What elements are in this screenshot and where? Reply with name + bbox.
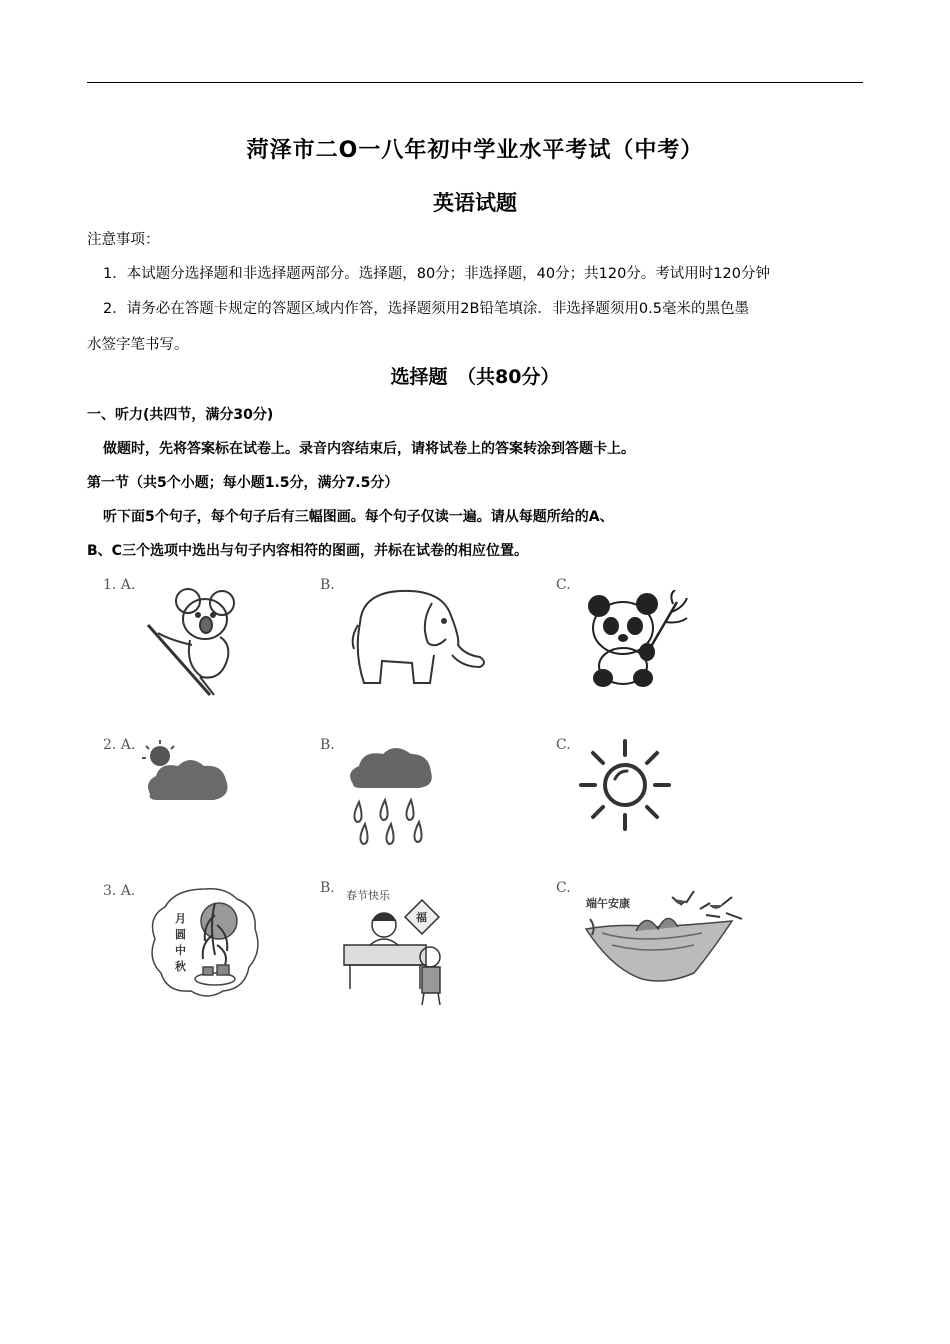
q2-option-a-label: 2. A. bbox=[103, 737, 136, 753]
q3-option-b-label: B. bbox=[320, 880, 335, 896]
part1-instruction: 做题时，先将答案标在试卷上。录音内容结束后，请将试卷上的答案转涂到答题卡上。 bbox=[103, 441, 635, 457]
q3-option-c-label: C. bbox=[556, 880, 571, 896]
q1-option-a-label: 1. A. bbox=[103, 577, 136, 593]
q1-option-c-label: C. bbox=[556, 577, 571, 593]
spring-festival-image[interactable] bbox=[330, 885, 470, 1010]
section-title: 选择题 （共80分） bbox=[390, 366, 560, 388]
dragon-boat-caption: 端午安康 bbox=[586, 897, 630, 910]
notes-heading: 注意事项： bbox=[87, 232, 160, 248]
q2-option-b-label: B. bbox=[320, 737, 335, 753]
exam-title: 菏泽市二O一八年初中学业水平考试（中考） bbox=[246, 138, 704, 163]
dragon-boat-image[interactable] bbox=[582, 885, 752, 990]
elephant-image[interactable] bbox=[340, 583, 490, 693]
note-item-2-line-1: 2．请务必在答题卡规定的答题区域内作答，选择题须用2B铅笔填涂．非选择题须用0.5毫米的黑色墨 bbox=[103, 301, 749, 317]
q2-option-c-label: C. bbox=[556, 737, 571, 753]
note-item-1: 1．本试题分选择题和非选择题两部分。选择题，80分；非选择题，40分；共120分。考试用时120分钟 bbox=[103, 266, 770, 282]
mid-autumn-text: 月 圆 中 秋 bbox=[175, 912, 186, 973]
q3-option-a-label: 3. A. bbox=[103, 883, 136, 899]
spring-festival-caption: 春节快乐 bbox=[346, 889, 390, 902]
mid-autumn-image[interactable] bbox=[145, 885, 265, 1000]
subsection1-instruction-line-1: 听下面5个句子，每个句子后有三幅图画。每个句子仅读一遍。请从每题所给的A、 bbox=[103, 509, 614, 525]
subsection1-instruction-line-2: B、C三个选项中选出与句子内容相符的图画，并标在试卷的相应位置。 bbox=[87, 543, 528, 559]
exam-subtitle: 英语试题 bbox=[433, 191, 517, 215]
rain-image[interactable] bbox=[345, 740, 435, 850]
panda-image[interactable] bbox=[585, 590, 695, 690]
part1-heading: 一、听力(共四节，满分30分) bbox=[87, 407, 274, 423]
subsection1-heading: 第一节（共5个小题；每小题1.5分，满分7.5分） bbox=[87, 475, 399, 491]
q1-option-b-label: B. bbox=[320, 577, 335, 593]
koala-image[interactable] bbox=[140, 585, 250, 705]
note-item-2-line-2: 水签字笔书写。 bbox=[87, 337, 189, 353]
spring-festival-sign: 福 bbox=[416, 911, 427, 924]
cloudy-image[interactable] bbox=[140, 740, 230, 810]
top-rule bbox=[87, 82, 863, 83]
sunny-image[interactable] bbox=[575, 735, 675, 835]
